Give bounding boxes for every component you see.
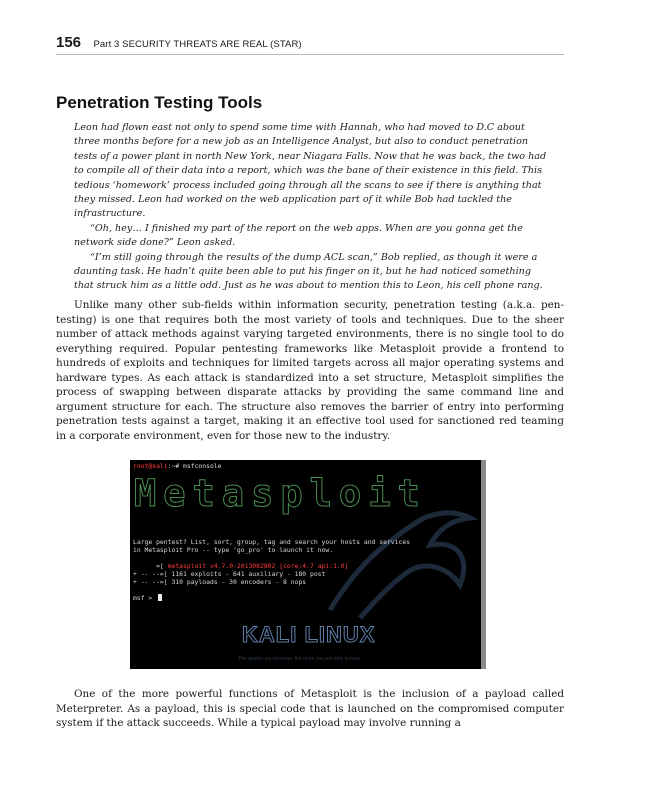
msf-prompt-line [133,594,162,602]
terminal-message: Large pentest? List, sort, group, tag and search your hosts and services [133,538,411,546]
terminal-message: in Metasploit Pro -- type 'go_pro' to launch it now. [133,546,334,554]
version-prefix: =[ [133,562,168,570]
prompt-command: :~# msfconsole [167,462,222,470]
prompt-user: root@kali [133,462,168,470]
story-paragraph: “I’m still going through the results of the dump ACL scan,” Bob replied, as though it were a daunting task. He hadn’t quite been able to put his finger on it, but he had noticed something that struck him as a little odd. Just as he was about to mention this to Leon, his cell phone rang. [74,251,543,292]
section-title: Penetration Testing Tools [56,93,263,112]
terminal-version-line [133,562,348,570]
terminal-stats: + -- --=[ 310 payloads - 30 encoders - 8 nops [133,578,307,586]
kali-dragon-icon [320,500,480,620]
story-paragraph: “Oh, hey… I finished my part of the report on the web apps. When are you gonna get the network side done?” Leon asked. [74,222,523,249]
terminal-screenshot [130,460,486,669]
cursor-icon [158,594,162,601]
narrative-story [74,121,549,294]
msf-prompt: msf > [133,594,157,602]
body-paragraph: Unlike many other sub-fields within information security, penetration testing (a.k.a. pen-testing) is one that requires both the most variety of tools and techniques. Due to the sheer number of attack methods against varying targeted environments, there is no single tool to do everything required. Popular pentesting frameworks like Metasploit provide a frontend to hundreds of exploits and techniques for limited targets across all major operating systems and hardware types. As each attack is standardized into a set structure, Metasploit simplifies the process of swapping between disparate attacks by providing the same command line and argument structure for each. The structure also removes the barrier of entry into performing penetration tests against a target, making it an effective tool used for sanctioned red teaming in a corporate environment, even for those new to the industry. [56,299,564,442]
kali-tagline: The quieter you become, the more you are able to hear [238,656,361,662]
terminal-stats: + -- --=[ 1161 exploits - 641 auxiliary - 180 post [133,570,326,578]
version-text: metasploit v4.7.0-2013082802 [core:4.7 api:1.0] [167,562,349,570]
metasploit-ascii-banner: Metasploit [134,472,427,515]
terminal-command-line [133,462,222,470]
body-paragraph: One of the more powerful functions of Metasploit is the inclusion of a payload called Meterpreter. As a payload, this is special code that is launched on the compromised computer system if the attack succeeds. While a typical payload may involve running a [56,688,564,729]
kali-linux-logo: KALI LINUX [242,622,376,647]
page-number: 156 [56,34,82,51]
story-paragraph: Leon had flown east not only to spend some time with Hannah, who had moved to D.C about three months before for a new job as an Intelligence Analyst, but also to conduct penetration tests of a power plant in north New York, near Niagara Falls. Now that he was back, the two had to compile all of their data into a report, which was the bane of their existence in this field. This tedious ‘homework’ process included going through all the scans to see if there is anything that they missed. Leon had worked on the web application part of it while Bob had tackled the infrastructure. [74,122,547,220]
running-head-title: Part 3 SECURITY THREATS ARE REAL (STAR) [93,39,302,50]
running-header [56,34,564,55]
